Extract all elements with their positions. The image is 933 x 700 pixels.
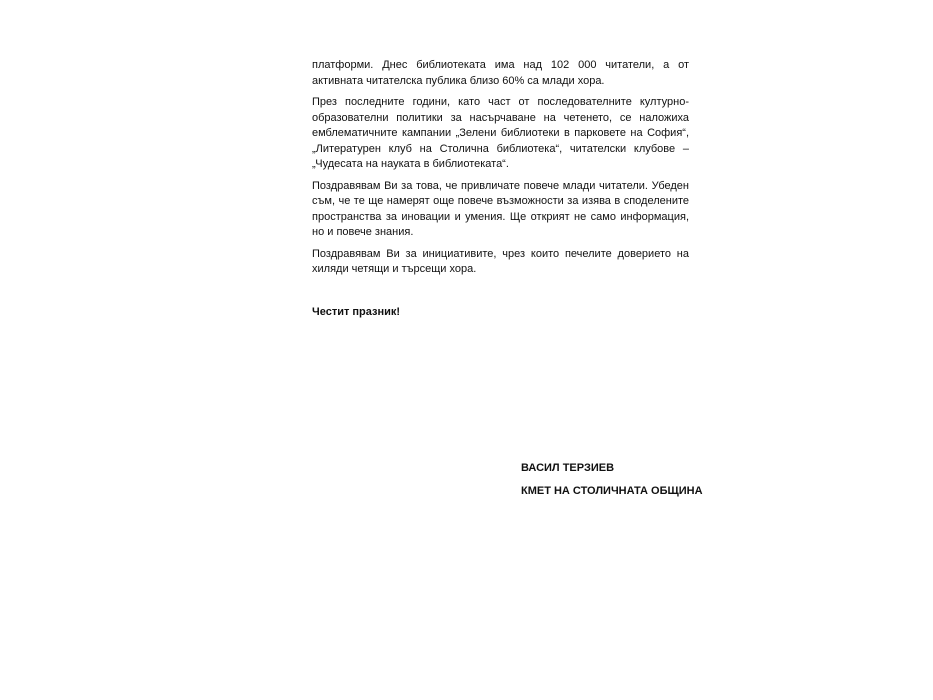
signature-block <box>521 461 703 507</box>
signatory-title: КМЕТ НА СТОЛИЧНАТА ОБЩИНА <box>521 485 703 497</box>
signatory-name: ВАСИЛ ТЕРЗИЕВ <box>521 462 615 474</box>
letter-body <box>312 58 689 284</box>
paragraph-4: Поздравявам Ви за инициативите, чрез които печелите доверието на хиляди четящи и търсещи хора. <box>312 247 689 275</box>
paragraph-1: платформи. Днес библиотеката има над 102 000 читатели, а от активната читателска публика близо 60% са млади хора. <box>312 59 689 87</box>
paragraph-3: Поздравявам Ви за това, че привличате повече млади читатели. Убеден съм, че те ще намерят още повече възможности за изява в споделените пространства за иновации и умения. Ще открият не само информация, но и повече знания. <box>312 179 689 238</box>
closing-greeting: Честит празник! <box>312 306 401 318</box>
paragraph-2: През последните години, като част от последователните културно-образователни политики за насърчаване на четенето, се наложиха емблематичните кампании „Зелени библиотеки в парковете на София“, „Литературен клуб на Столична библиотека“, читателски клубове – „Чудесата на науката в библиотеката“. <box>312 96 689 170</box>
